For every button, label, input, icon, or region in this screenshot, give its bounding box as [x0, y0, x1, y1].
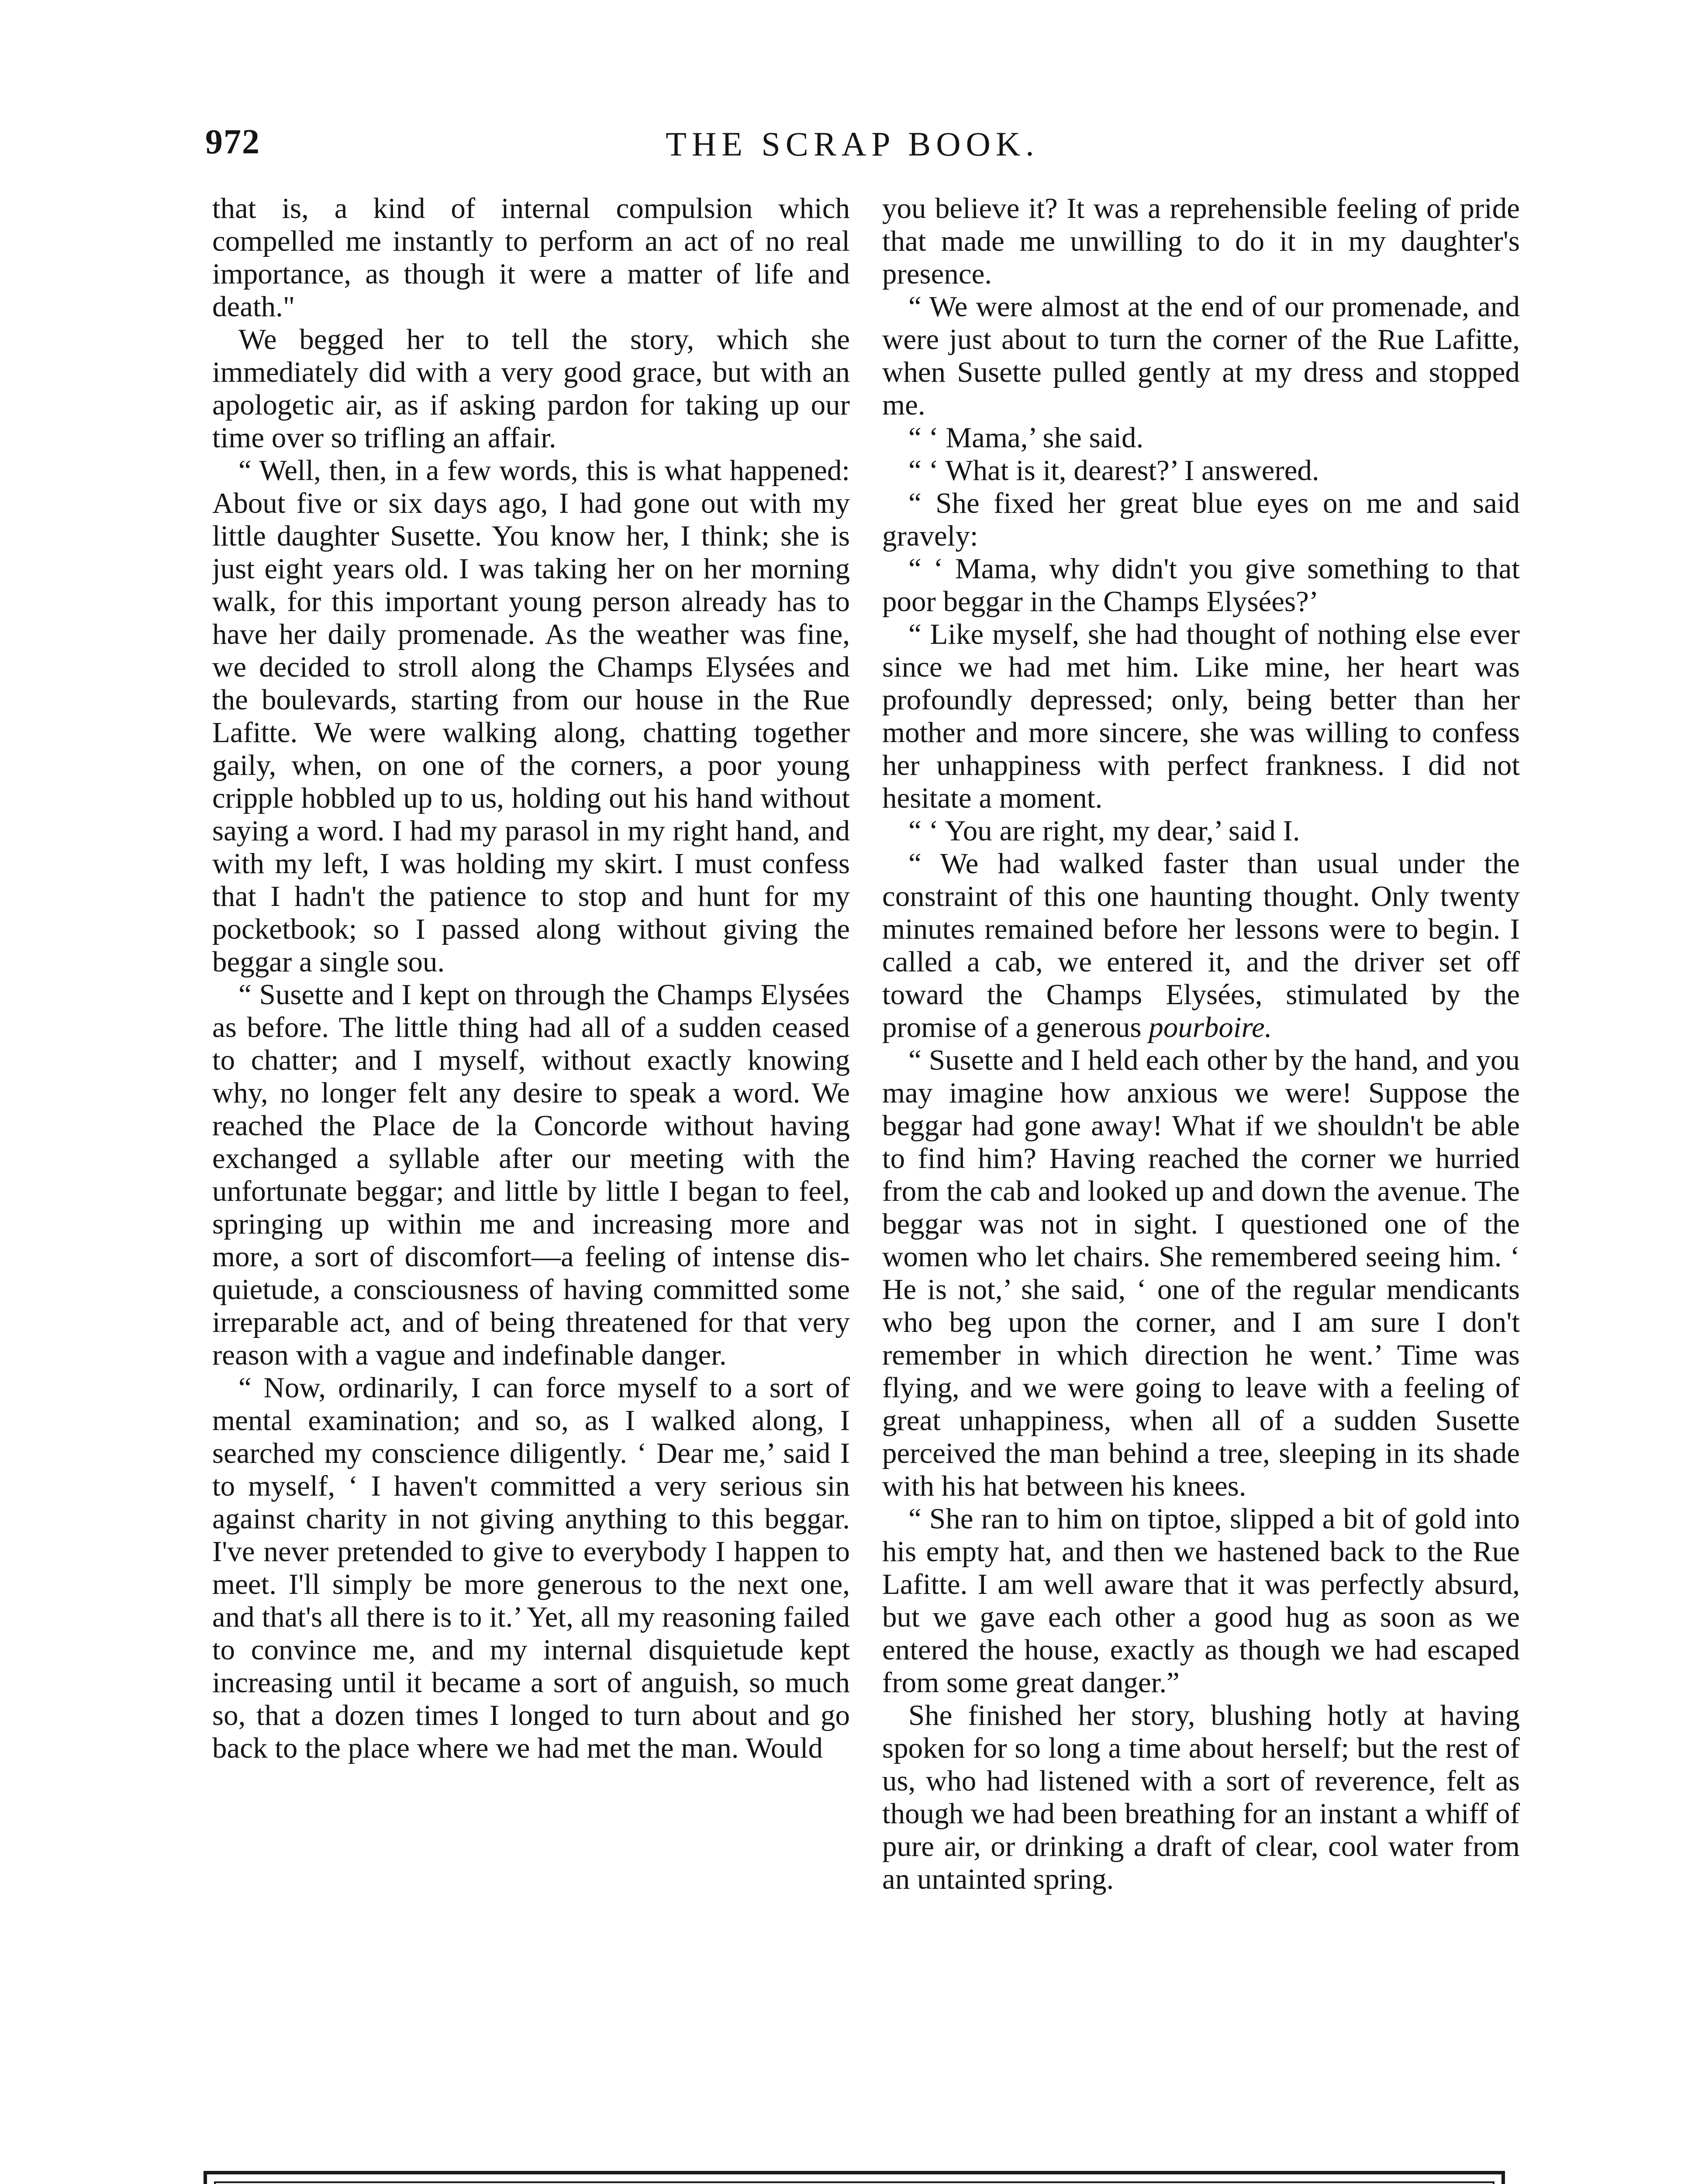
paragraph: “ She ran to him on tiptoe, slipped a bit of gold into his empty hat, and then we hastened back to the Rue Lafitte. I am well aware that it was perfectly absurd, but we gave each other a good hug as soon as we entered the house, exactly as though we had escaped from some great danger.” — [882, 1503, 1520, 1699]
paragraph: “ Now, ordinarily, I can force myself to a sort of mental examination; and so, as I walked along, I searched my conscience diligently. ‘ Dear me,’ said I to myself, ‘ I haven't committed a very serious sin against charity in not giving anything to this beggar. I've never pretended to give to everybody I happen to meet. I'll simply be more generous to the next one, and that's all there is to it.’ Yet, all my reasoning failed to convince me, and my internal disquietude kept increasing until it became a sort of anguish, so much so, that a dozen times I longed to turn about and go back to the place where we had met the man. Would — [212, 1372, 850, 1764]
page-number: 972 — [205, 123, 260, 161]
paragraph: “ Like myself, she had thought of nothing else ever since we had met him. Like mine, her heart was profoundly depressed; only, being better than her mother and more sincere, she was willing to confess her unhappiness with perfect frankness. I did not hesitate a moment. — [882, 618, 1520, 814]
quote-box — [204, 2171, 1505, 2184]
paragraph: “ ‘ Mama,’ she said. — [908, 422, 1144, 454]
paragraph: you believe it? It was a reprehensible feeling of pride that made me unwilling to do it in my daughter's presence. — [882, 192, 1520, 290]
paragraph-text: “ We had walked faster than usual under the constraint of this one haunting thought. Only twenty minutes remained before her lessons were to begin. I called a cab, we entered it, and the driver set off toward the Champs Elysées, stimulated by the promise of a generous — [882, 847, 1520, 1044]
right-column — [882, 192, 1520, 2149]
paragraph: “ ‘ You are right, my dear,’ said I. — [908, 815, 1300, 847]
quote-inner-border — [214, 2181, 1494, 2184]
paragraph — [882, 847, 1520, 1044]
left-column — [212, 192, 850, 2149]
paragraph: “ Susette and I held each other by the hand, and you may imagine how anxious we were! Suppose the beggar had gone away! What if we shouldn't be able to find him? Having reached the corner we hurried from the cab and looked up and down the avenue. The beggar was not in sight. I questioned one of the women who let chairs. She remembered seeing him. ‘ He is not,’ she said, ‘ one of the regular mendicants who beg upon the corner, and I am sure I don't remember in which direction he went.’ Time was flying, and we were going to leave with a feeling of great unhappiness, when all of a sudden Susette perceived the man behind a tree, sleeping in its shade with his hat between his knees. — [882, 1044, 1520, 1502]
paragraph: “ We were almost at the end of our promenade, and were just about to turn the corner of the Rue Lafitte, when Susette pulled gently at my dress and stopped me. — [882, 290, 1520, 421]
italic-word: pourboire. — [1149, 1011, 1272, 1044]
paragraph: We begged her to tell the story, which she immediately did with a very good grace, but with an apologetic air, as if asking pardon for taking up our time over so trifling an affair. — [212, 323, 850, 454]
paragraph: that is, a kind of internal compulsion which compelled me instantly to perform an act of no real importance, as though it were a matter of life and death." — [212, 192, 850, 323]
paragraph: “ She fixed her great blue eyes on me and said gravely: — [882, 487, 1520, 552]
paragraph: “ ‘ Mama, why didn't you give something to that poor beggar in the Champs Elysées?’ — [882, 553, 1520, 618]
paragraph: “ ‘ What is it, dearest?’ I answered. — [908, 454, 1319, 487]
running-head: THE SCRAP BOOK. — [666, 125, 1039, 163]
paragraph: “ Well, then, in a few words, this is what happened: About five or six days ago, I had gone out with my little daughter Susette. You know her, I think; she is just eight years old. I was taking her on her morning walk, for this important young person already has to have her daily promenade. As the weather was fine, we decided to stroll along the Champs Elysées and the boulevards, starting from our house in the Rue Lafitte. We were walking along, chatting together gaily, when, on one of the corners, a poor young cripple hobbled up to us, holding out his hand without saying a word. I had my parasol in my right hand, and with my left, I was holding my skirt. I must confess that I hadn't the patience to stop and hunt for my pocketbook; so I passed along without giving the beggar a single sou. — [212, 454, 850, 978]
paragraph: “ Susette and I kept on through the Champs Elysées as before. The little thing had all of a sudden ceased to chatter; and I myself, without exactly knowing why, no longer felt any desire to speak a word. We reached the Place de la Concorde without having exchanged a syllable after our meeting with the unfortunate beggar; and little by little I began to feel, springing up within me and increasing more and more, a sort of discomfort—a feeling of intense disquietude, a consciousness of having committed some irreparable act, and of being threatened for that very reason with a vague and indefinable danger. — [212, 978, 850, 1371]
paragraph: She finished her story, blushing hotly at having spoken for so long a time about herself; but the rest of us, who had listened with a sort of reverence, felt as though we had been breathing for an instant a whiff of pure air, or drinking a draft of clear, cool water from an untainted spring. — [882, 1699, 1520, 1895]
